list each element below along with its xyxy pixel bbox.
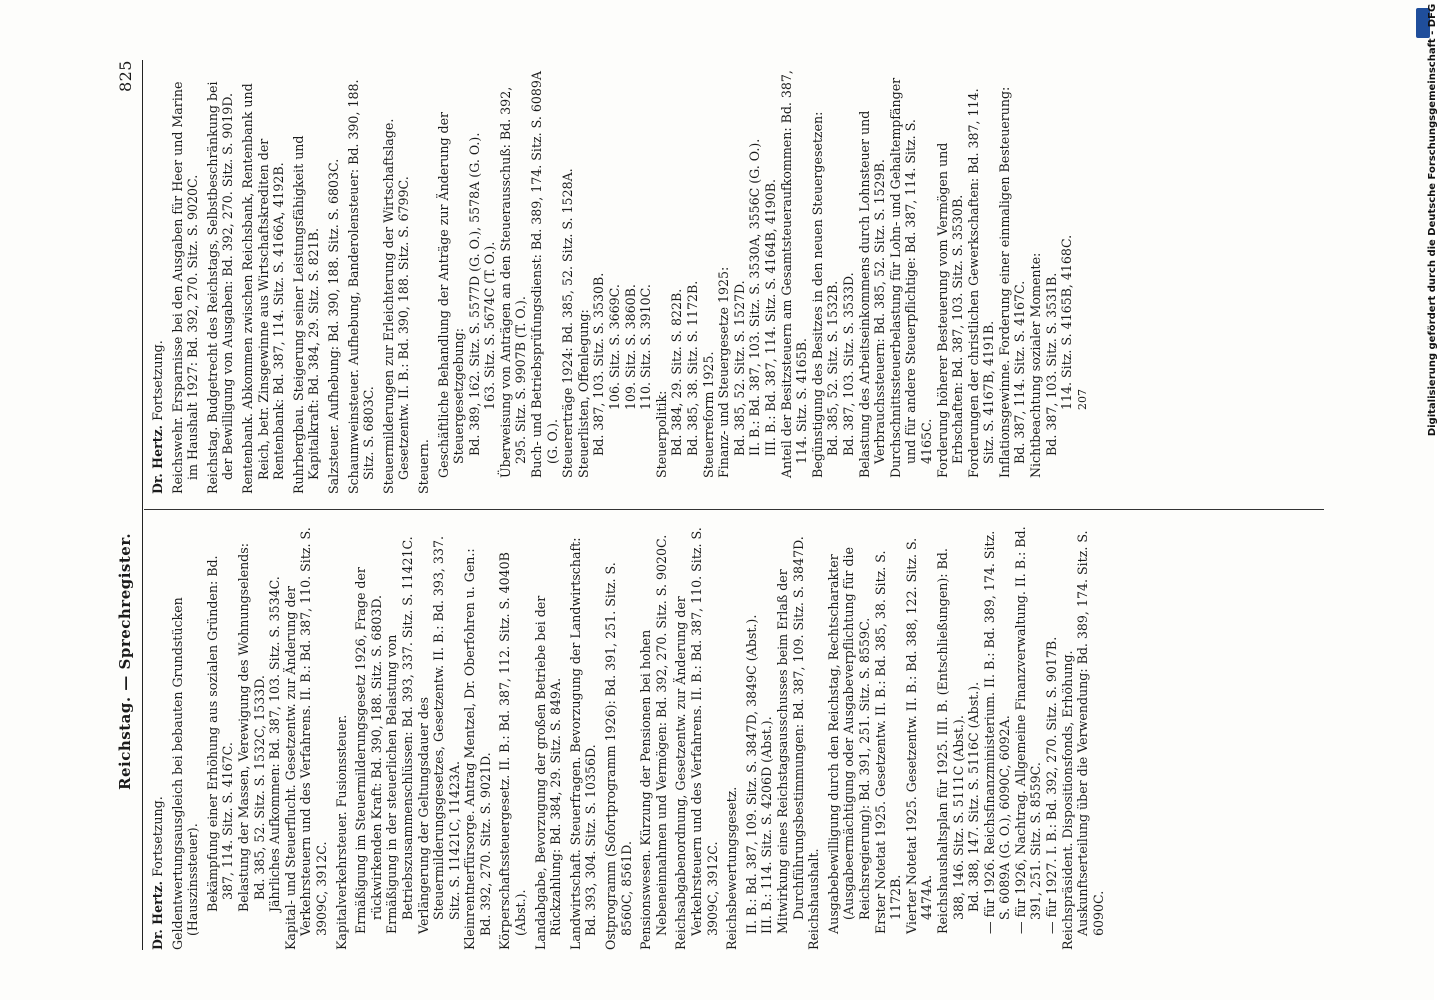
index-subentry: Bekämpfung einer Erhöhung aus sozialen Gründen: Bd. 387, 114. Sitz. S. 4167C. bbox=[204, 555, 236, 912]
index-subentry: Ermäßigung in der steuerlichen Belastung von Betriebszusammenschlüssen: Bd. 393, 337. Sitz. S. 11421C. bbox=[384, 536, 415, 934]
continuation-label: Fortsetzung. bbox=[150, 796, 165, 877]
author-name: Dr. Hertz. bbox=[150, 880, 165, 950]
index-entry: Schaumweinsteuer. Aufhebung, Banderolensteuer: Bd. 390, 188. Sitz. S. 6803C. bbox=[345, 79, 377, 494]
index-subentry: Bd. 387, 103. Sitz. S. 3530B. bbox=[591, 272, 607, 456]
right-author-line bbox=[150, 70, 166, 494]
index-subentry: Buch- und Betriebsprüfungsdienst: Bd. 389, 174. Sitz. S. 6089A (G. O.). bbox=[529, 71, 560, 478]
index-subentry: Bd. 385, 52. Sitz. S. 1532B. bbox=[825, 280, 841, 456]
index-subentry: 163. Sitz. S. 5674C (T. O.). bbox=[482, 241, 498, 410]
index-subentry: Steuerlisten, Offenlegung: bbox=[575, 309, 591, 478]
index-entry: Kleinrentnerfürsorge. Antrag Mentzel, Dr. Oberfohren u. Gen.: Bd. 392, 270. Sitz. S. 9021D. bbox=[462, 548, 493, 950]
index-entry: Körperschaftssteuergesetz. II. B.: Bd. 387, 112. Sitz. S. 4040B (Abst.). bbox=[497, 552, 529, 950]
index-subentry: Steuererträge 1924: Bd. 385, 52. Sitz. S. 1528A. bbox=[560, 168, 576, 478]
index-subentry: Erster Notetat 1925. Gesetzentw. II. B.: Bd. 385, 38. Sitz. S. 1172B. bbox=[872, 550, 904, 934]
index-subentry: II. B.: Bd. 387, 103. Sitz. S. 3530A, 3556C (G. O.). bbox=[747, 138, 763, 456]
index-subentry: Durchschnittssteuerbelastung für Lohn- und Gehaltempfänger und für andere Steuerpflichtige: Bd. 387, 114. Sitz. S. 4165C. bbox=[887, 77, 934, 478]
index-subentry: Überweisung von Anträgen an den Steuerausschuß: Bd. 392, 295. Sitz. S. 9907B (T. O.). bbox=[497, 86, 529, 478]
index-entry: Geldentwertungsausgleich bei bebauten Grundstücken (Hauszinssteuer). bbox=[169, 597, 201, 950]
index-subentry: 114. Sitz. S. 4165B, 4168C. bbox=[1059, 234, 1075, 410]
index-entry: Kapitalverkehrsteuer. Fusionssteuer. bbox=[333, 714, 349, 950]
register-page bbox=[114, 60, 1334, 950]
index-subentry: Bd. 385, 52. Sitz. S. 1527D. bbox=[731, 280, 747, 456]
index-subentry: Bd. 387, 103. Sitz. S. 3533D. bbox=[840, 272, 856, 456]
index-subentry: Bd. 389, 162. Sitz. S. 5577D (G. O.), 5578A (G. O.). bbox=[466, 132, 482, 456]
index-entry: Steuermilderungen zur Erleichterung der Wirtschaftslage. Gesetzentw. II. B.: Bd. 390, 188. Sitz. S. 6799C. bbox=[380, 118, 412, 494]
index-subentry: Anteil der Besitzsteuern am Gesamtsteueraufkommen: Bd. 387, 114. Sitz. S. 4165B. bbox=[778, 70, 810, 478]
continuation-label: Fortsetzung. bbox=[150, 340, 165, 421]
index-subentry: — für 1926. Reichsfinanzministerium. II. B.: Bd. 389, 174. Sitz. S. 6089A (G. O.), 6090C, 6092A. bbox=[981, 530, 1013, 934]
index-subentry: Forderung höherer Besteuerung vom Vermögen und Erbschaften: Bd. 387, 103. Sitz. S. 3530B. bbox=[934, 142, 966, 478]
index-subentry: 109. Sitz. S. 3860B. bbox=[622, 284, 638, 410]
index-entry: Salzsteuer. Aufhebung: Bd. 390, 188. Sitz. S. 6803C. bbox=[325, 158, 341, 494]
index-subentry: 110. Sitz. S. 3910C. bbox=[638, 284, 654, 410]
index-entry: Reichsabgabenordnung, Gesetzentw. zur Änderung der Verkehrsteuern und des Verfahrens. II. B.: Bd. 387, 110. Sitz. S. 3909C, 3912C. bbox=[673, 527, 720, 950]
index-entry: Reichswehr. Ersparnisse bei den Ausgaben für Heer und Marine im Haushalt 1927: Bd. 392, 270. Sitz. S. 9020C. bbox=[169, 81, 201, 494]
index-entry: Rentenbank. Abkommen zwischen Reichsbank, Rentenbank und Reich, betr. Zinsgewinne aus Wirtschaftskrediten der Rentenbank: Bd. 387, 114. Sitz. S. 4166A, 4192B. bbox=[239, 83, 287, 494]
signature-number: 207 bbox=[1075, 389, 1089, 410]
index-entry: Reichshaushalt. bbox=[806, 848, 822, 950]
index-subentry: Nichtbeachtung sozialer Momente: bbox=[1028, 252, 1044, 478]
index-subentry: III. B.: 114. Sitz. S. 4206D (Abst.). bbox=[759, 716, 775, 934]
index-subentry: — für 1926, Nachtrag. Allgemeine Finanzverwaltung. II. B.: Bd. 391, 251. Sitz. S. 8559C. bbox=[1012, 526, 1044, 934]
index-subentry: Steuerreform 1925. bbox=[700, 351, 716, 478]
index-subentry: III. B.: Bd. 387, 114. Sitz. S. 4164B, 4190B. bbox=[762, 178, 778, 456]
index-entry: Ruhrbergbau. Steigerung seiner Leistungsfähigkeit und Kapitalkraft: Bd. 384, 29. Sitz. S. 821B. bbox=[290, 135, 322, 494]
index-subentry: Finanz- und Steuergesetze 1925: bbox=[716, 266, 732, 478]
index-subentry: Forderungen der christlichen Gewerkschaften: Bd. 387, 114. Sitz. S. 4167B, 4191B. bbox=[965, 88, 997, 478]
left-column bbox=[150, 526, 1110, 950]
index-entry: Steuern. bbox=[415, 439, 431, 494]
index-entry: Pensionswesen. Kürzung der Pensionen bei hohen Nebeneinnahmen und Vermögen: Bd. 392, 270. Sitz. S. 9020C. bbox=[638, 534, 669, 950]
index-subentry: Steuerpolitik: bbox=[653, 390, 669, 478]
index-subentry: Begünstigung des Besitzes in den neuen Steuergesetzen: bbox=[809, 111, 825, 478]
index-entry: Reichsbewertungsgesetz. bbox=[724, 786, 740, 950]
index-subentry: Bd. 385, 38. Sitz. S. 1172B. bbox=[685, 280, 700, 456]
index-entry: Reichspräsident. Dispositionsfonds, Erhöhung. Auskunftserteilung über die Verwendung: Bd. 389, 174. Sitz. S. 6090C. bbox=[1059, 530, 1106, 950]
column-divider bbox=[144, 509, 1324, 510]
index-entry: Landwirtschaft. Steuerfragen. Bevorzugung der Landwirtschaft: Bd. 393, 304. Sitz. S. 10356D. bbox=[567, 537, 599, 950]
index-subentry: Bd. 387, 103. Sitz. S. 3531B. bbox=[1043, 272, 1059, 456]
index-entry: Kapital- und Steuerflucht. Gesetzentw. zur Änderung der Verkehrsteuern und des Verfahrens. II. B.: Bd. 387, 110. Sitz. S. 3909C, 3912C. bbox=[282, 527, 329, 950]
page-title: Reichstag. — Sprechregister. bbox=[116, 532, 134, 790]
index-entry: Landabgabe, Bevorzugung der großen Betriebe bei der Rückzahlung: Bd. 384, 29. Sitz. S. 849A. bbox=[532, 595, 564, 950]
index-subentry: Bd. 384, 29. Sitz. S. 822B. bbox=[669, 288, 685, 456]
index-subentry: Reichshaushaltsplan für 1925. III. B. (Entschließungen): Bd. 388, 146. Sitz. S. 5111C (Abst.). bbox=[934, 548, 966, 934]
index-entry: Reichstag. Budgetrecht des Reichstags, Selbstbeschränkung bei der Bewilligung von Ausgaben: Bd. 392, 270. Sitz. S. 9019D. bbox=[204, 81, 236, 494]
index-subentry: Bd. 388, 147. Sitz. S. 5116C (Abst.). bbox=[966, 681, 982, 912]
index-subentry: Geschäftliche Behandlung der Anträge zur Änderung der Steuergesetzgebung: bbox=[435, 111, 467, 478]
author-name: Dr. Hertz. bbox=[150, 424, 165, 494]
index-subentry: Jährliches Aufkommen: Bd. 387, 103. Sitz. S. 3534C. bbox=[267, 576, 283, 912]
header-rule bbox=[142, 60, 143, 950]
running-head bbox=[114, 60, 138, 950]
digitization-note: Digitalisierung gefördert durch die Deutsche Forschungsgemeinschaft - DFG bbox=[1427, 3, 1438, 437]
index-subentry: Belastung des Arbeitseinkommens durch Lohnsteuer und Verbrauchssteuern: Bd. 385, 52. Sitz. S. 1529B. bbox=[856, 110, 888, 478]
index-subentry: Verlängerung der Geltungsdauer des Steuermilderungsgesetzes, Gesetzentw. II. B.: Bd. 393, 337. Sitz. S. 11421C, 11423A. bbox=[415, 536, 462, 934]
right-column bbox=[150, 70, 1090, 494]
index-subentry: II. B.: Bd. 387, 109. Sitz. S. 3847D, 3849C (Abst.). bbox=[743, 614, 759, 934]
index-subentry: Mitwirkung eines Reichstagsausschusses beim Erlaß der Durchführungsbestimmungen: Bd. 387, 109. Sitz. S. 3847D. bbox=[774, 536, 806, 934]
index-subentry: Ermäßigung im Steuermilderungsgesetz 1926, Frage der rückwirkenden Kraft: Bd. 390, 188. Sitz. S. 6803D. bbox=[353, 567, 384, 934]
page-number: 825 bbox=[116, 60, 135, 93]
index-subentry: Inflationsgewinne. Forderung einer einmaligen Besteuerung: Bd. 387, 114. Sitz. S. 4167C. bbox=[996, 86, 1028, 478]
index-subentry: 106. Sitz. S. 3669C. bbox=[607, 284, 623, 410]
left-author-line bbox=[150, 526, 166, 950]
index-subentry: Belastung der Massen, Verewigung des Wohnungselends: Bd. 385, 52. Sitz. S. 1532C, 1533D. bbox=[235, 543, 267, 912]
index-subentry: — für 1927. I. B.: Bd. 392, 270. Sitz. S. 9017B. bbox=[1044, 636, 1060, 934]
index-subentry: Ausgabebewilligung durch den Reichstag, Rechtscharakter (Ausgabeermächtigung oder Ausgabeverpflichtung für die Reichsregierung): Bd. 391, 251. Sitz. S. 8559C. bbox=[825, 547, 872, 934]
index-entry: Ostprogramm (Sofortprogramm 1926): Bd. 391, 251. Sitz. S. 8560C, 8561D. bbox=[603, 562, 634, 950]
index-subentry: Vierter Notetat 1925. Gesetzentw. II. B.: Bd. 388, 122. Sitz. S. 4474A. bbox=[903, 537, 935, 934]
